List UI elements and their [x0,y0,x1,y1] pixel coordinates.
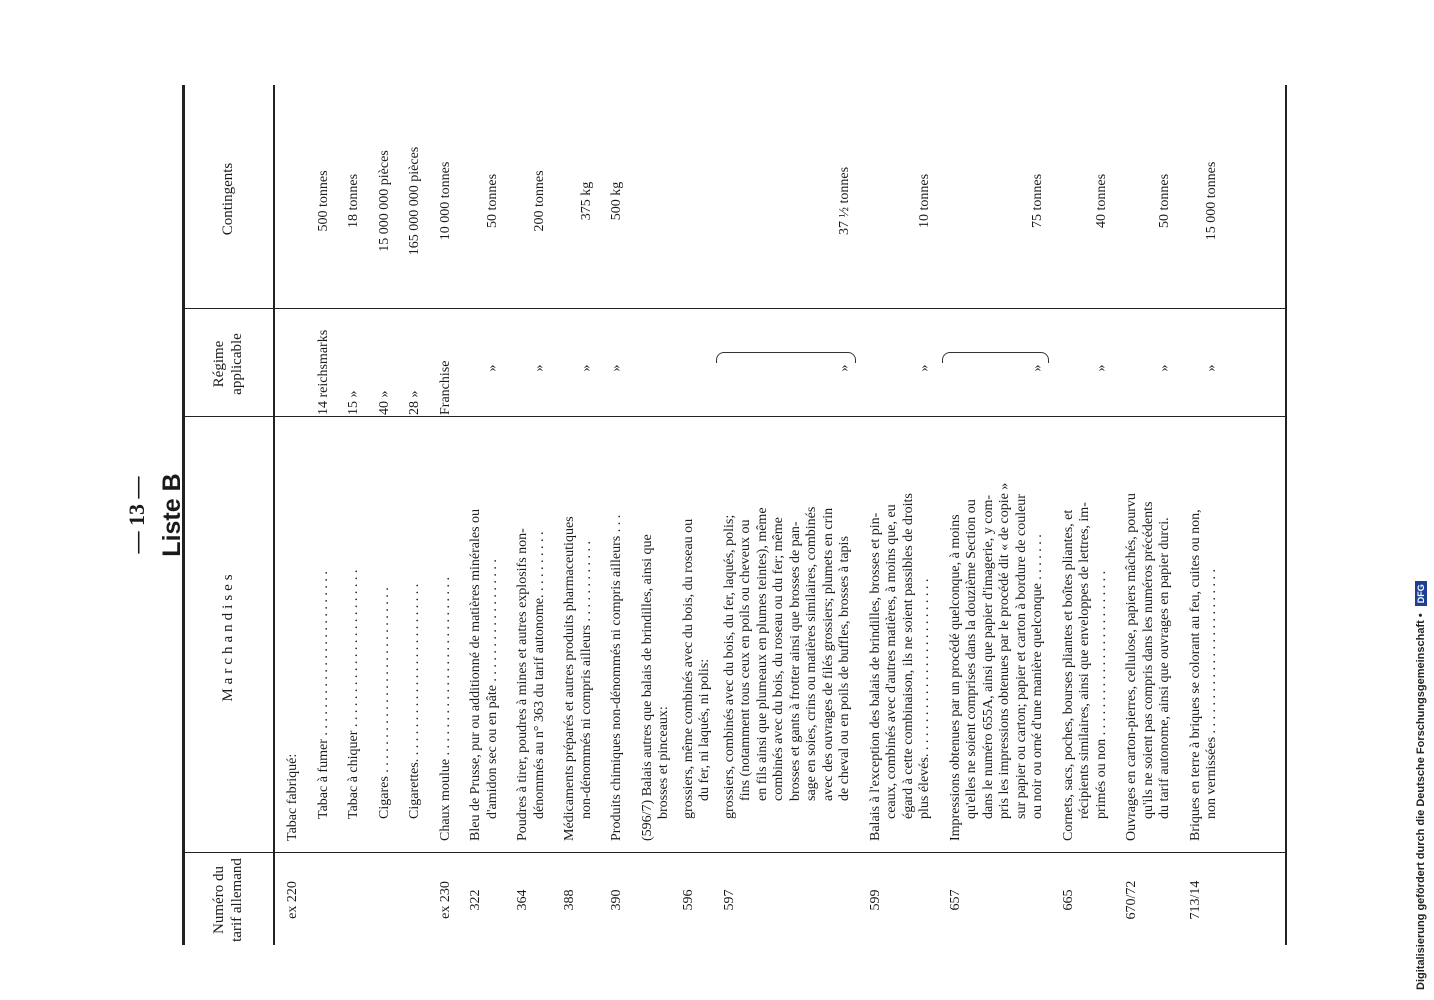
regime-value: » [837,364,852,372]
merchandise-line: dénommés au n° 363 du tarif autonome. . . . . . . . . . [531,531,547,819]
merchandise-line: Tabac à fumer . . . . . . . . . . . . . . . . . . . . . . . . [315,571,331,819]
regime-value: » [484,364,500,372]
merchandise-line: sur papier ou carton; papier et carton à bordure de couleur [1013,494,1029,819]
merchandise-line: Médicaments préparés et autres produits pharmaceutiques [562,516,577,841]
contingent-value: 10 000 tonnes [437,161,453,241]
merchandise-line: Produits chimiques non-dénommés ni compris ailleurs . . . [609,514,624,841]
merchandise-line: en fils ainsi que plumeaux en plumes teintes), même [754,507,770,801]
contingent-value: 500 tonnes [315,170,331,232]
tariff-number: 670/72 [1124,880,1139,920]
merchandise-line: qu'elles ne soient comprises dans la douzième Section ou [964,499,979,819]
merchandise-line: brosses et gants à frotter ainsi que brosses de pan- [787,521,803,801]
merchandise-line: Impressions obtenues par un procédé quelconque, à moins [947,514,963,841]
merchandise-line: primés ou non . . . . . . . . . . . . . . . . . . . . . . . . [1093,570,1109,819]
tariff-number: 322 [468,889,483,911]
merchandise-line: qu'ils ne soient pas compris dans les numéros précédents [1140,501,1156,819]
merchandise-line: ou noir ou orné d'une manière quelconque . . . . . . . [1030,534,1045,819]
page-number: — 13 — [124,476,149,554]
header-numero: Numéro du tarif allemand [211,858,245,942]
merchandise-line: non vernissées . . . . . . . . . . . . . . . . . . . . . . . . [1204,568,1219,819]
merchandise-line: combinés avec du bois, du roseau ou du fer; même [771,517,786,801]
merchandise-line: Cigares . . . . . . . . . . . . . . . . . . . . . . . . . . . [376,587,392,819]
regime-value: » [917,364,932,372]
merchandise-line: avec des ouvrages de filés grossiers; plumets en crin [820,507,836,801]
merchandise-line: brosses et pinceaux: [656,706,671,819]
merchandise-line: Bleu de Prusse, pur ou additionné de matières minérales ou [468,508,483,841]
contingent-value: 200 tonnes [531,170,547,232]
merchandise-line: (596/7) Balais autres que balais de brindilles, ainsi que [639,534,655,841]
merchandise-line: Balais à l'exception des balais de brindilles, brosses et pin- [867,512,883,841]
regime-value: » [531,364,547,372]
tariff-number: 713/14 [1187,880,1203,920]
contingent-value: 500 kg [609,181,624,221]
merchandise-line: ceaux, combinés avec d'autres matières, à moins que, eu [884,504,899,819]
rotated-page [120,85,1340,945]
merchandise-line: sage en soies, crins ou matières similaires, combinés [804,506,819,801]
tariff-table [182,85,1287,945]
merchandise-line: pris les impressions obtenues par le procédé dit « de copie » [997,482,1012,819]
merchandise-line: non-dénommés ni compris ailleurs . . . . . . . . . . . . [578,540,594,819]
header-divider [273,85,275,945]
tariff-number: ex 230 [437,881,453,919]
dfg-logo: DFG [1415,581,1427,606]
tariff-number: 657 [947,889,963,911]
merchandise-line: du tarif autonome, ainsi que ouvrages en papier durci. [1157,517,1172,819]
contingent-value: 75 tonnes [1030,173,1045,229]
merchandise-line: Ouvrages en carton-pierres, cellulose, papiers mâchés, pourvu [1124,493,1139,841]
merchandise-line: Cigarettes. . . . . . . . . . . . . . . . . . . . . . . . . . [407,583,422,819]
merchandise-line: plus élevés. . . . . . . . . . . . . . . . . . . . . . . . . . [917,578,932,819]
tariff-number: 665 [1060,889,1076,911]
contingent-value: 50 tonnes [1157,173,1172,229]
grouping-brace [942,352,1049,363]
contingent-value: 50 tonnes [484,173,500,229]
page-title: Liste B [158,473,186,557]
tariff-number: 597 [721,889,737,911]
tariff-number: 599 [867,889,883,911]
header-regime: Régime applicable [211,333,245,395]
grouping-brace [716,352,856,363]
digitization-note [1415,581,1427,990]
contingent-value: 15 000 000 pièces [376,150,392,252]
merchandise-line: de cheval ou en poils de buffles, brosses à tapis [837,536,852,801]
contingent-value: 40 tonnes [1093,173,1109,229]
merchandise-line: fins (notamment tous ceux en poils ou cheveux ou [738,519,753,801]
tariff-number: 596 [680,889,696,911]
merchandise-line: Briques en terre à briques se colorant au feu, cuites ou non, [1187,509,1203,841]
merchandise-line: Cornets, sacs, poches, bourses pliantes et boîtes pliantes, et [1060,509,1076,841]
regime-value: » [1093,364,1109,372]
regime-value: » [1030,364,1045,372]
regime-value: 14 reichsmarks [315,329,331,415]
contingent-value: 18 tonnes [346,173,361,229]
regime-value: » [1204,364,1219,372]
header-marchandises: Marchandises [220,570,237,702]
regime-value: 40 » [376,390,392,415]
merchandise-line: égard à cette combinaison, ils ne soient passibles de droits [900,493,916,819]
regime-value: 15 » [346,390,361,415]
contingent-value: 10 tonnes [917,173,932,229]
header-contingents: Contingents [220,162,237,236]
column-divider [185,416,1285,417]
column-divider [185,308,1285,309]
digitization-text: Digitalisierung gefördert durch die Deutsche Forschungsgemeinschaft • [1415,613,1427,990]
merchandise-line: Tabac fabriqué: [285,753,300,841]
merchandise-line: Tabac à chiquer . . . . . . . . . . . . . . . . . . . . . . . [346,569,361,819]
contingent-value: 375 kg [578,181,594,221]
merchandise-line: Chaux moulue . . . . . . . . . . . . . . . . . . . . . . . . . . [437,576,453,841]
merchandise-line: dans le numéro 655A, ainsi que papier d'imagerie, y com- [980,494,996,819]
regime-value: » [609,364,624,372]
column-divider [185,852,1285,853]
tariff-number: ex 220 [285,881,300,919]
merchandise-line: du fer, ni laqués, ni polis: [697,658,712,801]
merchandise-line: Poudres à tirer, poudres à mines et autres explosifs non- [515,528,530,841]
tariff-number: 364 [515,889,530,911]
merchandise-line: grossiers, même combinés avec du bois, du roseau ou [680,518,696,819]
contingent-value: 15 000 tonnes [1204,161,1219,241]
contingent-value: 37 ½ tonnes [837,166,852,236]
tariff-number: 388 [562,889,577,911]
merchandise-line: d'amidon sec ou en pâte . . . . . . . . . . . . . . . . . . [484,559,500,819]
regime-value: 28 » [407,390,422,415]
regime-value: Franchise [437,360,453,415]
contingent-value: 165 000 000 pièces [407,146,422,256]
tariff-number: 390 [609,889,624,911]
regime-value: » [1157,364,1172,372]
merchandise-line: grossiers, combinés avec du bois, du fer, laqués, polis; [721,514,737,819]
merchandise-line: récipients similaires, ainsi que enveloppes de lettres, im- [1077,502,1092,819]
regime-value: » [578,364,594,372]
